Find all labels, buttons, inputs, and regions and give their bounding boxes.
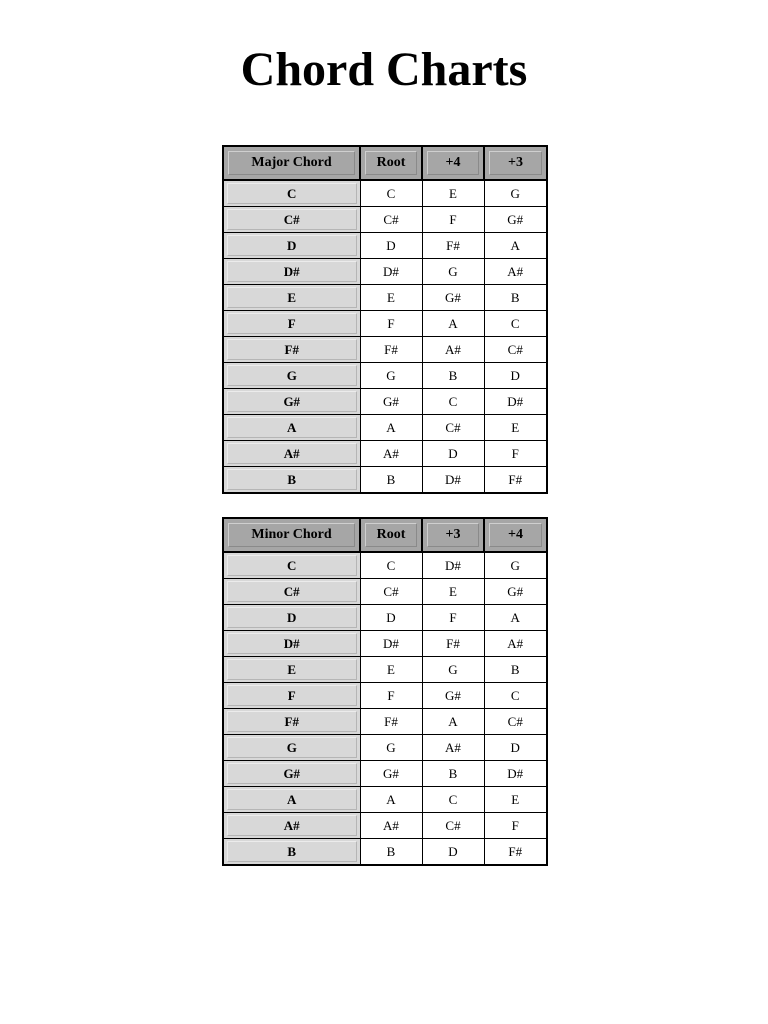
table-row	[223, 839, 547, 866]
table-row	[223, 631, 547, 657]
column-header	[360, 518, 422, 552]
minor-chord-table	[222, 517, 548, 866]
note-cell: D#	[422, 552, 484, 579]
chord-name-cell	[223, 389, 360, 415]
note-cell: D#	[484, 761, 547, 787]
note-cell: F#	[422, 233, 484, 259]
note-cell: D	[422, 441, 484, 467]
note-cell: D#	[422, 467, 484, 494]
note-cell: B	[484, 285, 547, 311]
note-cell: D#	[360, 259, 422, 285]
note-cell: A	[484, 233, 547, 259]
note-cell: G#	[484, 579, 547, 605]
chord-name-label: D#	[227, 261, 357, 282]
chord-name-label: F	[227, 313, 357, 334]
note-cell: G#	[422, 683, 484, 709]
note-cell: C#	[422, 813, 484, 839]
chord-name-cell	[223, 579, 360, 605]
note-cell: E	[360, 657, 422, 683]
note-cell: E	[484, 787, 547, 813]
note-cell: C#	[360, 207, 422, 233]
table-row	[223, 787, 547, 813]
table-row	[223, 285, 547, 311]
table-row	[223, 683, 547, 709]
note-cell: F#	[360, 337, 422, 363]
chord-name-label: F#	[227, 711, 357, 732]
note-cell: E	[484, 415, 547, 441]
chord-name-cell	[223, 285, 360, 311]
chord-name-cell	[223, 259, 360, 285]
column-header-label: Root	[365, 523, 417, 547]
note-cell: A#	[484, 631, 547, 657]
chord-name-cell	[223, 813, 360, 839]
column-header	[484, 146, 547, 180]
note-cell: G	[484, 552, 547, 579]
note-cell: F#	[360, 709, 422, 735]
note-cell: D	[484, 735, 547, 761]
table-row	[223, 207, 547, 233]
note-cell: D	[360, 233, 422, 259]
note-cell: F	[422, 605, 484, 631]
chord-name-label: A	[227, 417, 357, 438]
note-cell: G	[422, 657, 484, 683]
note-cell: F#	[484, 467, 547, 494]
column-header	[223, 146, 360, 180]
chord-name-cell	[223, 787, 360, 813]
chord-name-cell	[223, 233, 360, 259]
page-title: Chord Charts	[240, 43, 528, 96]
table-row	[223, 233, 547, 259]
note-cell: F#	[422, 631, 484, 657]
note-cell: A	[422, 709, 484, 735]
note-cell: F	[360, 683, 422, 709]
chord-name-cell	[223, 207, 360, 233]
chord-name-label: D	[227, 235, 357, 256]
note-cell: F	[422, 207, 484, 233]
column-header-label: Root	[365, 151, 417, 175]
note-cell: C#	[484, 709, 547, 735]
chord-name-cell	[223, 552, 360, 579]
column-header-label: Minor Chord	[228, 523, 355, 547]
chord-name-label: A#	[227, 815, 357, 836]
chord-name-label: G	[227, 737, 357, 758]
table-row	[223, 259, 547, 285]
note-cell: D#	[360, 631, 422, 657]
chord-name-cell	[223, 363, 360, 389]
table-row	[223, 761, 547, 787]
note-cell: A#	[422, 735, 484, 761]
note-cell: G#	[360, 761, 422, 787]
table-row	[223, 180, 547, 207]
note-cell: G#	[422, 285, 484, 311]
note-cell: G	[360, 363, 422, 389]
note-cell: E	[422, 579, 484, 605]
table-row	[223, 735, 547, 761]
chord-name-label: C	[227, 555, 357, 576]
table-row	[223, 363, 547, 389]
table-row	[223, 467, 547, 494]
table-row	[223, 579, 547, 605]
note-cell: B	[422, 761, 484, 787]
note-cell: C	[360, 180, 422, 207]
chord-name-cell	[223, 415, 360, 441]
table-row	[223, 389, 547, 415]
note-cell: F	[484, 813, 547, 839]
column-header-label: +3	[427, 523, 479, 547]
column-header	[223, 518, 360, 552]
note-cell: A#	[484, 259, 547, 285]
chord-name-cell	[223, 337, 360, 363]
note-cell: G#	[360, 389, 422, 415]
note-cell: A	[484, 605, 547, 631]
note-cell: C	[484, 311, 547, 337]
note-cell: G#	[484, 207, 547, 233]
chord-name-label: F	[227, 685, 357, 706]
note-cell: B	[360, 467, 422, 494]
chord-name-label: G#	[227, 391, 357, 412]
column-header-label: +4	[427, 151, 479, 175]
chord-name-label: D	[227, 607, 357, 628]
chord-name-label: A#	[227, 443, 357, 464]
note-cell: C	[422, 787, 484, 813]
note-cell: C	[360, 552, 422, 579]
chord-name-cell	[223, 605, 360, 631]
chord-name-label: E	[227, 659, 357, 680]
note-cell: E	[360, 285, 422, 311]
column-header	[360, 146, 422, 180]
note-cell: G	[360, 735, 422, 761]
note-cell: E	[422, 180, 484, 207]
table-header	[223, 518, 547, 552]
note-cell: B	[360, 839, 422, 866]
note-cell: G	[484, 180, 547, 207]
major-chord-table	[222, 145, 548, 494]
note-cell: A	[422, 311, 484, 337]
table-row	[223, 441, 547, 467]
table-row	[223, 311, 547, 337]
chord-name-cell	[223, 839, 360, 866]
chord-name-cell	[223, 683, 360, 709]
note-cell: B	[484, 657, 547, 683]
table-body	[223, 552, 547, 865]
table-row	[223, 552, 547, 579]
chord-name-label: B	[227, 841, 357, 862]
note-cell: C#	[484, 337, 547, 363]
chord-name-cell	[223, 311, 360, 337]
chord-name-label: E	[227, 287, 357, 308]
note-cell: A	[360, 415, 422, 441]
chord-name-cell	[223, 657, 360, 683]
note-cell: C	[484, 683, 547, 709]
note-cell: D#	[484, 389, 547, 415]
note-cell: F#	[484, 839, 547, 866]
column-header-label: +4	[489, 523, 542, 547]
chord-name-label: G	[227, 365, 357, 386]
table-row	[223, 337, 547, 363]
note-cell: F	[484, 441, 547, 467]
column-header-label: Major Chord	[228, 151, 355, 175]
column-header-label: +3	[489, 151, 542, 175]
chord-name-cell	[223, 709, 360, 735]
chord-name-cell	[223, 761, 360, 787]
table-row	[223, 657, 547, 683]
chord-name-label: C#	[227, 209, 357, 230]
note-cell: D	[422, 839, 484, 866]
note-cell: D	[360, 605, 422, 631]
note-cell: C#	[422, 415, 484, 441]
chord-name-cell	[223, 180, 360, 207]
note-cell: D	[484, 363, 547, 389]
note-cell: A#	[360, 441, 422, 467]
chord-name-label: A	[227, 789, 357, 810]
table-row	[223, 605, 547, 631]
chord-name-label: C#	[227, 581, 357, 602]
table-row	[223, 709, 547, 735]
chord-name-cell	[223, 735, 360, 761]
note-cell: C#	[360, 579, 422, 605]
note-cell: G	[422, 259, 484, 285]
note-cell: B	[422, 363, 484, 389]
header-row	[223, 146, 547, 180]
table-body	[223, 180, 547, 493]
chord-name-label: F#	[227, 339, 357, 360]
note-cell: A#	[422, 337, 484, 363]
chord-name-label: G#	[227, 763, 357, 784]
chord-name-label: C	[227, 183, 357, 204]
note-cell: C	[422, 389, 484, 415]
chord-name-cell	[223, 467, 360, 494]
table-row	[223, 813, 547, 839]
table-row	[223, 415, 547, 441]
note-cell: F	[360, 311, 422, 337]
chord-name-cell	[223, 631, 360, 657]
column-header	[422, 146, 484, 180]
chord-name-label: D#	[227, 633, 357, 654]
column-header	[422, 518, 484, 552]
note-cell: A	[360, 787, 422, 813]
column-header	[484, 518, 547, 552]
chord-name-label: B	[227, 469, 357, 490]
note-cell: A#	[360, 813, 422, 839]
table-header	[223, 146, 547, 180]
header-row	[223, 518, 547, 552]
chord-name-cell	[223, 441, 360, 467]
